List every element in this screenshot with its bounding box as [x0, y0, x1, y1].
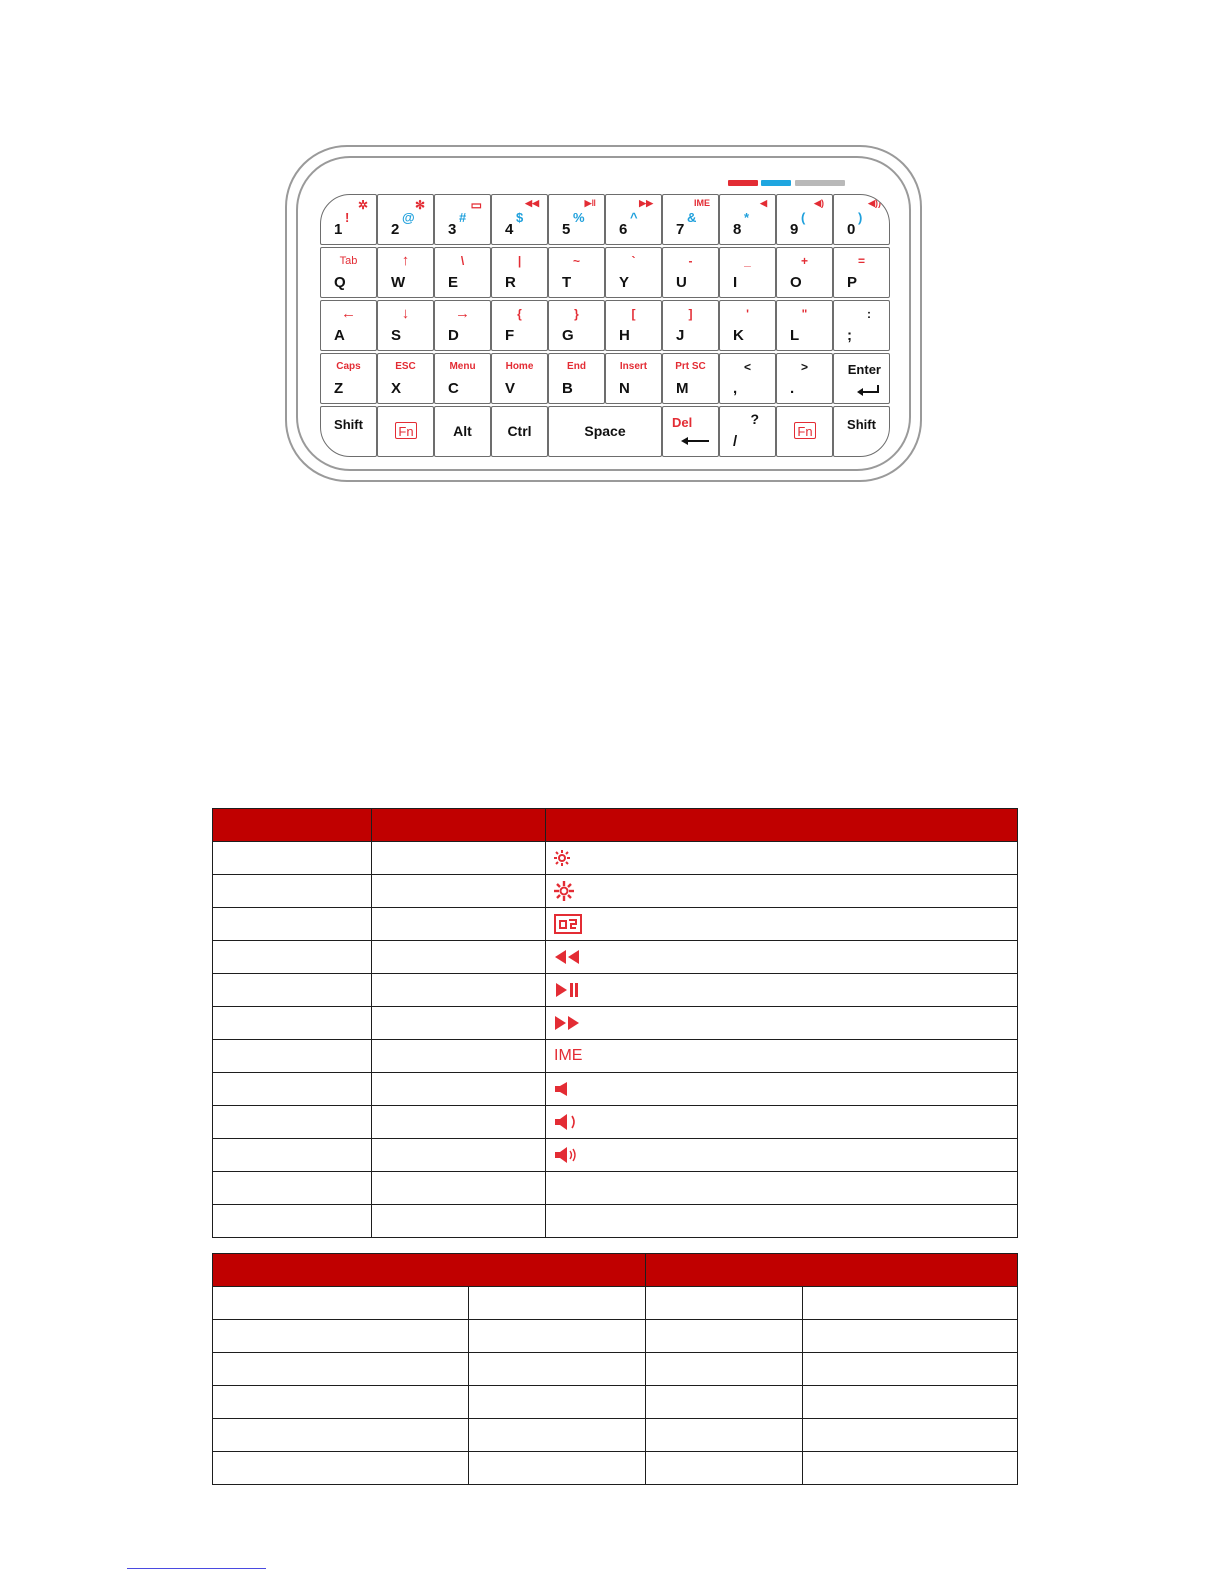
key-k-alt: ': [746, 307, 749, 321]
key-d-label: D: [448, 327, 459, 344]
keyboard-illustration: [285, 145, 922, 482]
key-3-symbol: #: [459, 210, 467, 225]
key-g-alt: }: [574, 307, 579, 321]
key-semicolon-alt: :: [867, 307, 871, 321]
shift-right-label: Shift: [847, 417, 876, 432]
key-s-label: S: [391, 327, 402, 344]
key-t-alt: ~: [572, 254, 580, 268]
key-semicolon-label: ;: [847, 327, 852, 344]
key-l: [776, 300, 833, 351]
shift-left-label: Shift: [334, 417, 363, 432]
key-k-label: K: [733, 327, 744, 344]
key-comma-alt: <: [743, 360, 751, 374]
table-header-row: [213, 809, 1018, 842]
key-w: [377, 247, 434, 298]
key-e: [434, 247, 491, 298]
brightness-down-icon: ✲: [357, 198, 368, 212]
brightness-down-icon: [546, 842, 1018, 875]
table-row: [213, 974, 1018, 1007]
table-row: [213, 1320, 1018, 1353]
key-v: [491, 353, 548, 404]
key-period: [776, 353, 833, 404]
backspace-arrow-icon: [681, 436, 709, 446]
key-3: [434, 194, 491, 245]
spec-table: [212, 1253, 1018, 1485]
rewind-icon: ◀◀: [525, 198, 539, 208]
key-1-symbol: !: [345, 210, 350, 225]
key-6-symbol: ^: [630, 210, 638, 225]
enter-arrow-icon: [856, 384, 880, 396]
table-row: [213, 1419, 1018, 1452]
table-row: [213, 1040, 1018, 1073]
key-space: [548, 406, 662, 457]
key-l-label: L: [790, 327, 800, 344]
led-gray: [795, 180, 845, 186]
key-period-label: .: [790, 380, 795, 397]
key-5-symbol: %: [573, 210, 585, 225]
key-q: [320, 247, 377, 298]
key-2: [377, 194, 434, 245]
key-delete: [662, 406, 719, 457]
key-7-symbol: &: [687, 210, 697, 225]
key-o: [776, 247, 833, 298]
tab-label: Tab: [339, 255, 358, 267]
key-n-label: N: [619, 380, 630, 397]
key-7-label: 7: [676, 221, 685, 238]
key-m: [662, 353, 719, 404]
table-row: [213, 1205, 1018, 1238]
key-f-alt: {: [517, 307, 522, 321]
fast-forward-icon: ▶▶: [639, 198, 653, 208]
key-i-alt: _: [744, 254, 751, 268]
volume-up-icon: ◀)): [868, 198, 881, 208]
key-shift-right: [833, 406, 890, 457]
key-l-alt: ": [801, 307, 808, 321]
key-b-label: B: [562, 380, 573, 397]
key-y: [605, 247, 662, 298]
key-w-label: W: [391, 274, 406, 291]
key-f-label: F: [505, 327, 515, 344]
key-x-label: X: [391, 380, 402, 397]
play-pause-icon: [546, 974, 1018, 1007]
fn-right-label: Fn: [794, 422, 816, 439]
end-label: End: [567, 361, 586, 372]
key-fn-left: [377, 406, 434, 457]
key-4-symbol: $: [516, 210, 524, 225]
brightness-up-icon: ✻: [414, 198, 425, 212]
key-slash: [719, 406, 776, 457]
key-t: [548, 247, 605, 298]
led-blue: [761, 180, 791, 186]
key-y-label: Y: [619, 274, 630, 291]
key-6-label: 6: [619, 221, 628, 238]
key-h-alt: [: [631, 307, 636, 321]
esc-label: ESC: [395, 361, 416, 372]
key-u: [662, 247, 719, 298]
key-r-label: R: [505, 274, 516, 291]
key-6: [605, 194, 662, 245]
key-x: [377, 353, 434, 404]
key-c-label: C: [448, 380, 459, 397]
table-header-row: [213, 1254, 1018, 1287]
key-j-label: J: [676, 327, 685, 344]
space-label: Space: [584, 423, 626, 439]
key-8-label: 8: [733, 221, 742, 238]
key-o-label: O: [790, 274, 802, 291]
key-2-symbol: @: [402, 210, 415, 225]
key-semicolon: [833, 300, 890, 351]
key-v-label: V: [505, 380, 516, 397]
table-row: [213, 1287, 1018, 1320]
key-8: [719, 194, 776, 245]
key-1-label: 1: [334, 221, 343, 238]
key-u-label: U: [676, 274, 687, 291]
brightness-up-icon: [546, 875, 1018, 908]
key-b: [548, 353, 605, 404]
key-enter: [833, 353, 890, 404]
arrow-left-icon: ←: [341, 305, 356, 322]
fn-left-label: Fn: [395, 422, 417, 439]
key-c: [434, 353, 491, 404]
key-j: [662, 300, 719, 351]
arrow-down-icon: ↓: [401, 305, 410, 322]
table-row: [213, 875, 1018, 908]
key-period-alt: >: [800, 360, 808, 374]
key-y-alt: `: [631, 254, 636, 268]
key-5-label: 5: [562, 221, 571, 238]
key-7: [662, 194, 719, 245]
key-alt: [434, 406, 491, 457]
table-row: [213, 1007, 1018, 1040]
ime-label: IME: [693, 198, 710, 208]
key-a: [320, 300, 377, 351]
key-1: [320, 194, 377, 245]
prtsc-label: Prt SC: [675, 361, 706, 372]
keyboard-bezel: [296, 156, 911, 471]
ctrl-label: Ctrl: [507, 423, 532, 439]
key-n: [605, 353, 662, 404]
key-h-label: H: [619, 327, 630, 344]
key-4: [491, 194, 548, 245]
insert-label: Insert: [619, 361, 648, 372]
key-a-label: A: [334, 327, 345, 344]
key-2-label: 2: [391, 221, 400, 238]
key-t-label: T: [562, 274, 572, 291]
mute-icon: [546, 1073, 1018, 1106]
key-ctrl: [491, 406, 548, 457]
key-9-label: 9: [790, 221, 799, 238]
table-row: [213, 842, 1018, 875]
table-row: [213, 1353, 1018, 1386]
key-r-alt: |: [517, 254, 522, 268]
caps-label: Caps: [336, 361, 361, 372]
key-0: [833, 194, 890, 245]
arrow-up-icon: ↑: [401, 252, 410, 269]
key-comma: [719, 353, 776, 404]
volume-up-icon: [546, 1139, 1018, 1172]
table-row: [213, 1106, 1018, 1139]
slash-label: /: [733, 433, 738, 450]
key-h: [605, 300, 662, 351]
key-k: [719, 300, 776, 351]
alt-label: Alt: [453, 423, 472, 439]
key-p-alt: =: [857, 254, 865, 268]
key-shift-left: [320, 406, 377, 457]
table-row: [213, 941, 1018, 974]
key-5: [548, 194, 605, 245]
key-m-label: M: [676, 380, 689, 397]
key-d: [434, 300, 491, 351]
table-row: [213, 1386, 1018, 1419]
volume-down-icon: [546, 1106, 1018, 1139]
key-i-label: I: [733, 274, 738, 291]
key-8-symbol: *: [744, 210, 750, 225]
enter-label: Enter: [847, 362, 881, 377]
volume-down-icon: ◀): [814, 198, 824, 208]
table-row: [213, 1172, 1018, 1205]
key-0-symbol: ): [858, 210, 863, 225]
home-label: Home: [505, 361, 534, 372]
key-e-alt: \: [460, 254, 465, 268]
footer-link-underline[interactable]: [127, 1568, 266, 1569]
key-r: [491, 247, 548, 298]
key-4-label: 4: [505, 221, 514, 238]
key-u-alt: -: [688, 254, 693, 268]
led-red: [728, 180, 758, 186]
key-q-label: Q: [334, 274, 346, 291]
key-comma-label: ,: [733, 380, 738, 397]
key-z-label: Z: [334, 380, 344, 397]
play-pause-icon: ▶‖: [584, 198, 596, 208]
key-o-alt: +: [800, 254, 808, 268]
ime-text: IME: [546, 1040, 1018, 1073]
key-f: [491, 300, 548, 351]
key-e-label: E: [448, 274, 459, 291]
key-p: [833, 247, 890, 298]
fast-forward-icon: [546, 1007, 1018, 1040]
fn-key-table: [212, 808, 1018, 1238]
table-row: [213, 1073, 1018, 1106]
key-g-label: G: [562, 327, 574, 344]
key-s: [377, 300, 434, 351]
menu-label: Menu: [449, 361, 476, 372]
key-j-alt: ]: [688, 307, 693, 321]
key-i: [719, 247, 776, 298]
mute-icon: ◀: [760, 198, 767, 208]
key-g: [548, 300, 605, 351]
screen-switch-icon: ▭: [470, 198, 482, 212]
key-9-symbol: (: [801, 210, 806, 225]
rewind-icon: [546, 941, 1018, 974]
del-label: Del: [672, 415, 693, 430]
key-z: [320, 353, 377, 404]
key-p-label: P: [847, 274, 858, 291]
table-row: [213, 1139, 1018, 1172]
table-row: [213, 908, 1018, 941]
key-fn-right: [776, 406, 833, 457]
key-9: [776, 194, 833, 245]
slash-alt: ?: [750, 411, 759, 427]
key-3-label: 3: [448, 221, 457, 238]
arrow-right-icon: →: [455, 305, 470, 322]
table-row: [213, 1452, 1018, 1485]
screen-switch-icon: [546, 908, 1018, 941]
key-0-label: 0: [847, 221, 856, 238]
